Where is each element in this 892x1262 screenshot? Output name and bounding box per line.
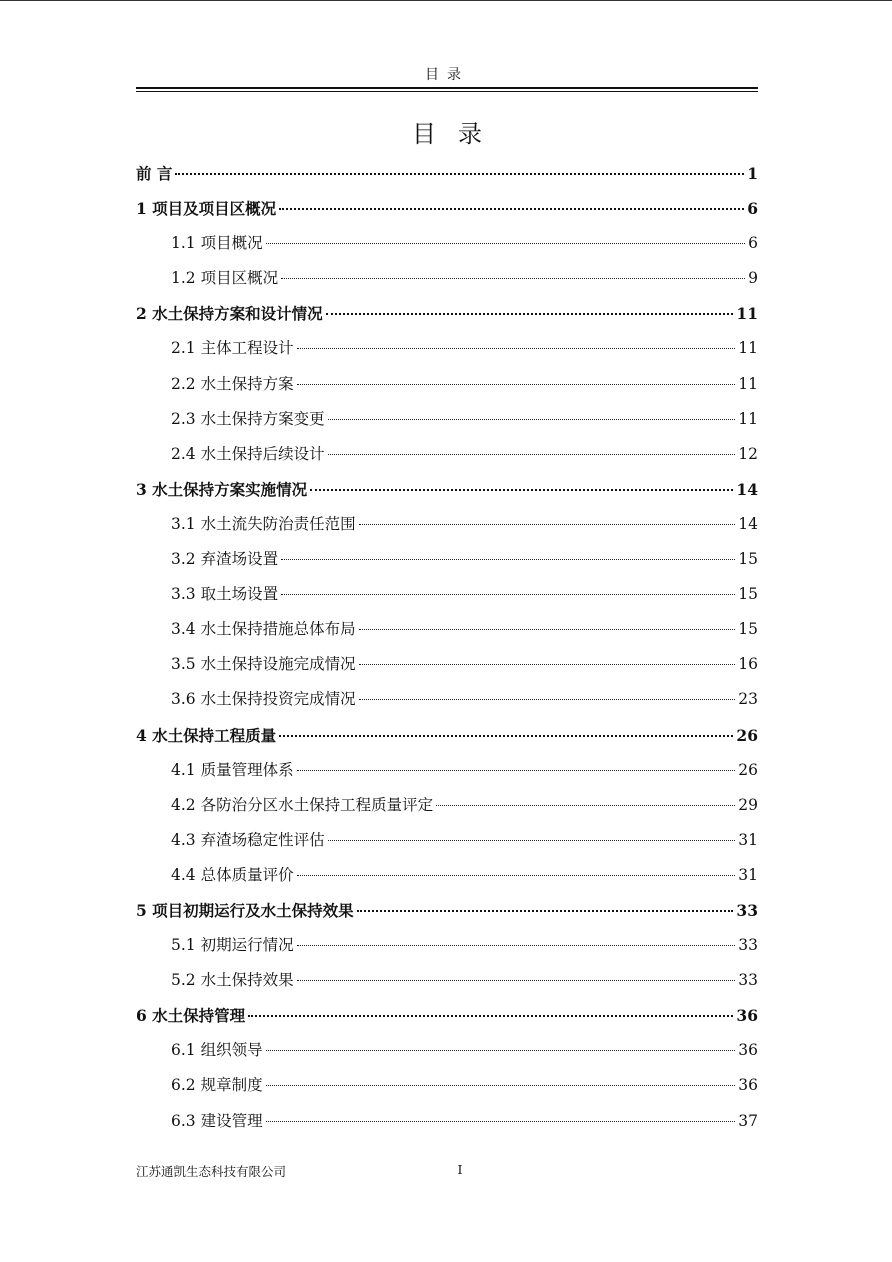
toc-dot-leader xyxy=(359,699,736,700)
toc-chapter-entry[interactable] xyxy=(136,718,758,753)
toc-entry-label: 3.4 水土保持措施总体布局 xyxy=(171,620,356,639)
toc-section-entry[interactable] xyxy=(136,542,758,577)
toc-entry-label: 6 水土保持管理 xyxy=(136,1006,246,1026)
toc-section-entry[interactable] xyxy=(136,823,758,858)
toc-entry-label: 2.2 水土保持方案 xyxy=(171,374,294,393)
toc-dot-leader xyxy=(359,664,736,665)
page-top-border xyxy=(0,0,892,1)
toc-entry-page: 16 xyxy=(738,655,758,674)
toc-section-entry[interactable] xyxy=(136,331,758,366)
toc-dot-leader xyxy=(359,629,736,630)
toc-section-entry[interactable] xyxy=(136,226,758,261)
toc-entry-label: 1.2 项目区概况 xyxy=(171,269,279,288)
toc-entry-label: 2.1 主体工程设计 xyxy=(171,339,294,358)
toc-entry-label: 4.1 质量管理体系 xyxy=(171,760,294,779)
toc-dot-leader xyxy=(266,1050,736,1051)
toc-section-entry[interactable] xyxy=(136,963,758,998)
toc-dot-leader xyxy=(326,313,734,315)
toc-dot-leader xyxy=(297,348,736,349)
toc-section-entry[interactable] xyxy=(136,682,758,717)
toc-entry-page: 29 xyxy=(738,795,758,814)
toc-entry-page: 36 xyxy=(736,1006,758,1026)
toc-dot-leader xyxy=(297,770,736,771)
toc-dot-leader xyxy=(266,243,746,244)
toc-section-entry[interactable] xyxy=(136,437,758,472)
toc-entry-page: 26 xyxy=(738,760,758,779)
toc-chapter-entry[interactable] xyxy=(136,296,758,331)
toc-section-entry[interactable] xyxy=(136,402,758,437)
toc-entry-page: 9 xyxy=(748,269,758,288)
toc-dot-leader xyxy=(266,1085,736,1086)
toc-entry-label: 1 项目及项目区概况 xyxy=(136,199,277,219)
toc-dot-leader xyxy=(297,980,736,981)
toc-section-entry[interactable] xyxy=(136,1068,758,1103)
toc-chapter-entry[interactable] xyxy=(136,156,758,191)
toc-entry-page: 31 xyxy=(738,865,758,884)
toc-entry-page: 23 xyxy=(738,690,758,709)
toc-section-entry[interactable] xyxy=(136,647,758,682)
toc-entry-page: 1 xyxy=(747,164,758,183)
toc-entry-label: 2 水土保持方案和设计情况 xyxy=(136,304,323,324)
toc-chapter-entry[interactable] xyxy=(136,893,758,928)
toc-chapter-entry[interactable] xyxy=(136,998,758,1033)
toc-section-entry[interactable] xyxy=(136,928,758,963)
toc-entry-page: 11 xyxy=(736,304,758,324)
toc-dot-leader xyxy=(297,384,736,385)
toc-entry-label: 1.1 项目概况 xyxy=(171,234,263,253)
toc-dot-leader xyxy=(279,208,744,210)
toc-entry-page: 11 xyxy=(738,339,758,358)
toc-entry-label: 6.2 规章制度 xyxy=(171,1076,263,1095)
toc-section-entry[interactable] xyxy=(136,612,758,647)
toc-dot-leader xyxy=(266,1121,736,1122)
toc-dot-leader xyxy=(359,524,736,525)
toc-section-entry[interactable] xyxy=(136,753,758,788)
toc-section-entry[interactable] xyxy=(136,858,758,893)
toc-section-entry[interactable] xyxy=(136,261,758,296)
toc-entry-label: 6.3 建设管理 xyxy=(171,1111,263,1130)
toc-entry-label: 前 言 xyxy=(136,164,173,183)
toc-entry-page: 15 xyxy=(738,550,758,569)
toc-dot-leader xyxy=(328,419,736,420)
footer-page-number: I xyxy=(457,1162,463,1177)
footer-company: 江苏通凯生态科技有限公司 xyxy=(136,1164,287,1179)
toc-entry-label: 3.6 水土保持投资完成情况 xyxy=(171,690,356,709)
toc-entry-page: 36 xyxy=(738,1076,758,1095)
toc-entry-page: 6 xyxy=(748,234,758,253)
toc-entry-page: 33 xyxy=(738,936,758,955)
toc-entry-page: 15 xyxy=(738,585,758,604)
toc-entry-label: 6.1 组织领导 xyxy=(171,1041,263,1060)
toc-dot-leader xyxy=(248,1015,733,1017)
toc-chapter-entry[interactable] xyxy=(136,472,758,507)
toc-entry-page: 12 xyxy=(738,444,758,463)
toc-dot-leader xyxy=(436,805,735,806)
running-header: 目录 xyxy=(425,67,469,83)
toc-entry-page: 26 xyxy=(736,725,758,745)
toc-entry-label: 2.4 水土保持后续设计 xyxy=(171,444,325,463)
toc-entry-page: 31 xyxy=(738,830,758,849)
toc-entry-page: 37 xyxy=(738,1111,758,1130)
header-rule-thick xyxy=(136,87,758,89)
toc-section-entry[interactable] xyxy=(136,507,758,542)
toc-entry-page: 33 xyxy=(736,900,758,920)
toc-section-entry[interactable] xyxy=(136,1104,758,1139)
toc-dot-leader xyxy=(297,875,736,876)
toc-dot-leader xyxy=(297,945,736,946)
toc-entry-label: 5.2 水土保持效果 xyxy=(171,971,294,990)
toc-entry-label: 5 项目初期运行及水土保持效果 xyxy=(136,900,354,920)
toc-dot-leader xyxy=(328,454,736,455)
toc-entry-label: 3.1 水土流失防治责任范围 xyxy=(171,514,356,533)
toc-entry-label: 3.5 水土保持设施完成情况 xyxy=(171,655,356,674)
toc-dot-leader xyxy=(281,278,745,279)
toc-entry-page: 11 xyxy=(738,374,758,393)
toc-dot-leader xyxy=(279,735,733,737)
toc-entry-label: 4.4 总体质量评价 xyxy=(171,865,294,884)
table-of-contents xyxy=(136,156,758,1139)
toc-entry-page: 33 xyxy=(738,971,758,990)
toc-chapter-entry[interactable] xyxy=(136,191,758,226)
toc-entry-page: 11 xyxy=(738,409,758,428)
toc-entry-label: 3 水土保持方案实施情况 xyxy=(136,479,308,499)
toc-dot-leader xyxy=(175,173,744,175)
toc-entry-label: 2.3 水土保持方案变更 xyxy=(171,409,325,428)
toc-entry-page: 14 xyxy=(736,479,758,499)
toc-dot-leader xyxy=(281,594,735,595)
toc-entry-label: 3.3 取土场设置 xyxy=(171,585,279,604)
toc-entry-label: 4.3 弃渣场稳定性评估 xyxy=(171,830,325,849)
toc-entry-page: 36 xyxy=(738,1041,758,1060)
toc-entry-page: 15 xyxy=(738,620,758,639)
toc-dot-leader xyxy=(328,840,736,841)
toc-entry-label: 5.1 初期运行情况 xyxy=(171,936,294,955)
toc-entry-page: 14 xyxy=(738,514,758,533)
toc-dot-leader xyxy=(281,559,735,560)
toc-section-entry[interactable] xyxy=(136,367,758,402)
toc-entry-page: 6 xyxy=(747,199,758,219)
toc-entry-label: 3.2 弃渣场设置 xyxy=(171,550,279,569)
toc-dot-leader xyxy=(310,489,733,491)
toc-section-entry[interactable] xyxy=(136,788,758,823)
toc-dot-leader xyxy=(357,910,734,912)
toc-section-entry[interactable] xyxy=(136,1033,758,1068)
toc-section-entry[interactable] xyxy=(136,577,758,612)
toc-entry-label: 4.2 各防治分区水土保持工程质量评定 xyxy=(171,795,434,814)
toc-entry-label: 4 水土保持工程质量 xyxy=(136,725,277,745)
toc-title: 目录 xyxy=(412,120,504,148)
header-rule-thin xyxy=(136,91,758,92)
